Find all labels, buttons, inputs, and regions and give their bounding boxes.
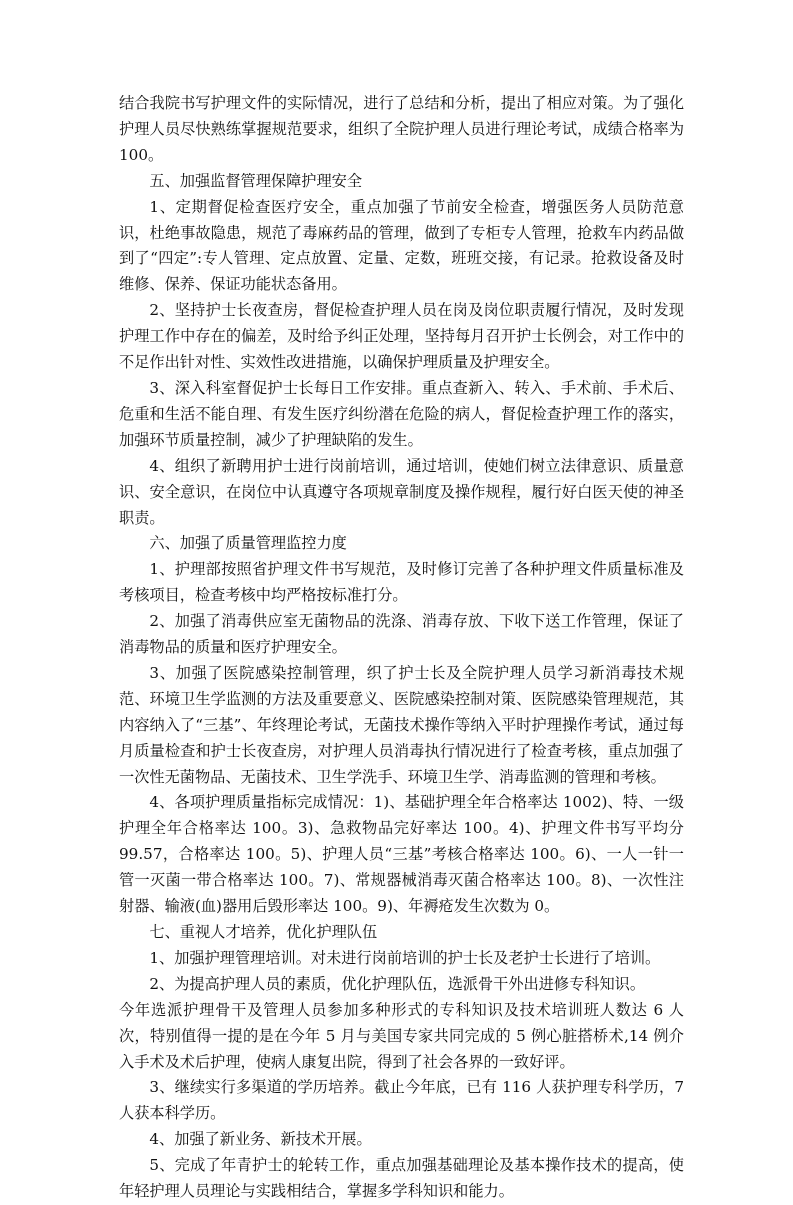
paragraph: 1、护理部按照省护理文件书写规范，及时修订完善了各种护理文件质量标准及考核项目，检查考核中均严格按标准打分。 [119,560,684,605]
paragraph: 3、继续实行多渠道的学历培养。截止今年底，已有 116 人获护理专科学历，7 人获本科学历。 [119,1078,684,1123]
paragraph: 4、组织了新聘用护士进行岗前培训，通过培训，使她们树立法律意识、质量意识、安全意识，在岗位中认真遵守各项规章制度及操作规程，履行好白医天使的神圣职责。 [119,456,684,527]
section-heading-7: 七、重视人才培养，优化护理队伍 [149,923,378,941]
paragraph: 4、各项护理质量指标完成情况：1)、基础护理全年合格率达 1002)、特、一级护理全年合格率达 100。3)、急救物品完好率达 100。4)、护理文件书写平均分 99.57，合格率达 100。5)、护理人员“三基”考核合格率达 100。6)、一人一针一管一灭菌一带合格率达 100。7)、常规器械消毒灭菌合格率达 100。8)、一次性注射器、输液(血)器用后毁形率达 100。9)、年褥疮发生次数为 0。 [119,793,684,916]
document-body [119,91,684,1205]
paragraph-continuation: 结合我院书写护理文件的实际情况，进行了总结和分析，提出了相应对策。为了强化护理人员尽快熟练掌握规范要求，组织了全院护理人员进行理论考试，成绩合格率为 100。 [119,94,684,164]
paragraph: 1、定期督促检查医疗安全，重点加强了节前安全检查，增强医务人员防范意识，杜绝事故隐患，规范了毒麻药品的管理，做到了专柜专人管理，抢救车内药品做到了“四定”:专人管理、定点放置、定量、定数，班班交接，有记录。抢救设备及时维修、保养、保证功能状态备用。 [119,197,684,294]
section-heading-5: 五、加强监督管理保障护理安全 [149,171,363,190]
section-heading-6: 六、加强了质量管理监控力度 [149,534,347,553]
paragraph: 4、加强了新业务、新技术开展。 [149,1130,372,1149]
paragraph: 2、为提高护理人员的素质，优化护理队伍，选派骨干外出进修专科知识。 [149,974,646,993]
paragraph-continuation: 今年选派护理骨干及管理人员参加多种形式的专科知识及技术培训班人数达 6 人次，特别值得一提的是在今年 5 月与美国专家共同完成的 5 例心脏搭桥术,14 例介入手术及术后护理，使病人康复出院，得到了社会各界的一致好评。 [119,1000,684,1071]
paragraph: 2、加强了消毒供应室无菌物品的洗涤、消毒存放、下收下送工作管理，保证了消毒物品的质量和医疗护理安全。 [119,612,684,657]
paragraph: 2、坚持护士长夜查房，督促检查护理人员在岗及岗位职责履行情况，及时发现护理工作中存在的偏差，及时给予纠正处理，坚持每月召开护士长例会，对工作中的不足作出针对性、实效性改进措施，以确保护理质量及护理安全。 [119,301,684,372]
paragraph: 5、完成了年青护士的轮转工作，重点加强基础理论及基本操作技术的提高，使年轻护理人员理论与实践相结合，掌握多学科知识和能力。 [119,1156,684,1201]
paragraph: 3、深入科室督促护士长每日工作安排。重点查新入、转入、手术前、手术后、危重和生活不能自理、有发生医疗纠纷潜在危险的病人，督促检查护理工作的落实，加强环节质量控制，减少了护理缺陷的发生。 [119,378,684,449]
paragraph: 1、加强护理管理培训。对未进行岗前培训的护士长及老护士长进行了培训。 [149,948,661,967]
paragraph: 3、加强了医院感染控制管理，织了护士长及全院护理人员学习新消毒技术规范、环境卫生学监测的方法及重要意义、医院感染控制对策、医院感染管理规范，其内容纳入了“三基”、年终理论考试，无菌技术操作等纳入平时护理操作考试，通过每月质量检查和护士长夜查房，对护理人员消毒执行情况进行了检查考核，重点加强了一次性无菌物品、无菌技术、卫生学洗手、环境卫生学、消毒监测的管理和考核。 [119,663,684,786]
